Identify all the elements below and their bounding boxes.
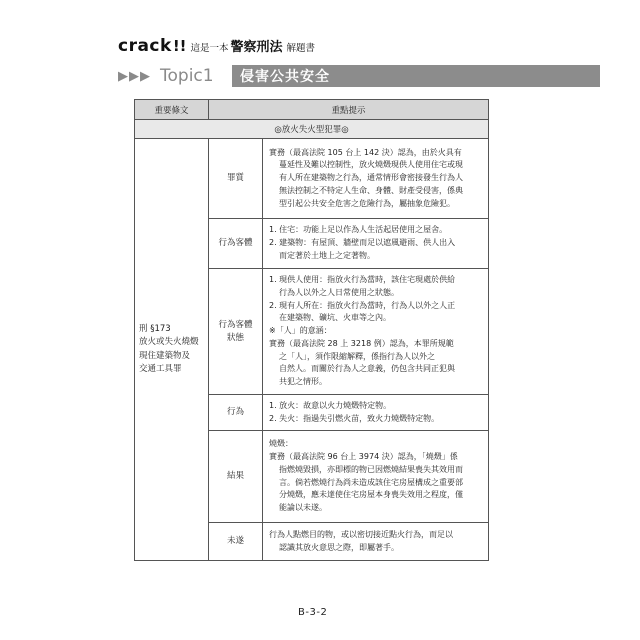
row-label — [209, 431, 263, 523]
row-content — [263, 269, 489, 395]
content-line: 2. 現有人所在：指放火行為當時，行為人以外之人正 — [269, 300, 456, 310]
row-label-line: 結果 — [226, 471, 244, 481]
table-header-row — [135, 100, 489, 120]
row-label-line: 行為客體 — [218, 238, 253, 248]
row-label-line: 行為 — [226, 407, 244, 417]
content-line: 2. 建築物：有屋頂、牆壁而足以遮風避雨、供人出入 — [269, 238, 456, 248]
row-content — [263, 219, 489, 269]
row-label-line: 罪質 — [226, 173, 244, 183]
article-line: 放火或失火燒燬 — [139, 337, 199, 347]
column-header-article: 重要條文 — [135, 100, 209, 120]
content-line: 實務（最高法院 96 台上 3974 決）認為，「燒燬」係 — [269, 452, 458, 462]
topic-banner — [118, 65, 330, 87]
table-row — [135, 139, 489, 219]
book-title: 警察刑法 — [230, 40, 283, 55]
content-line: 共犯之情形。 — [279, 376, 327, 386]
row-content — [263, 523, 489, 561]
row-label — [209, 395, 263, 431]
content-line: 實務（最高法院 105 台上 142 決）認為，由於火具有 — [269, 147, 462, 157]
content-line: 燒燬： — [269, 439, 293, 449]
content-line: ※「人」的意涵： — [269, 326, 332, 336]
topic-title: 侵害公共安全 — [240, 69, 330, 85]
row-label — [209, 269, 263, 395]
topic-label: Topic1 — [160, 66, 214, 86]
content-line: 能論以未遂。 — [279, 502, 327, 512]
content-line: 型引起公共安全危害之危險行為，屬抽象危險犯。 — [279, 198, 455, 208]
row-label-line: 行為客體 — [218, 319, 253, 330]
content-line: 實務（最高法院 28 上 3218 例）認為，本罪所規範 — [269, 338, 454, 348]
content-line: 之「人」，須作限縮解釋，係指行為人以外之 — [279, 351, 435, 361]
content-line: 言。倘若燃燒行為尚未造成該住宅房屋構成之重要部 — [279, 477, 463, 487]
content-line: 自然人。而關於行為人之意義，仍包含共同正犯與 — [279, 364, 455, 374]
law-summary-table — [134, 99, 489, 561]
content-line: 行為人點燃目的物，或以密切接近點火行為，而足以 — [269, 529, 453, 539]
content-line: 無法控制之不特定人生命、身體、財產受侵害，係典 — [279, 185, 463, 195]
content-line: 認識其放火意思之際，即屬著手。 — [279, 542, 399, 552]
article-line: 現住建築物及 — [139, 350, 191, 361]
content-line: 2. 失火：指過失引燃火苗，致火力燒燬特定物。 — [269, 413, 440, 423]
row-label-line: 狀態 — [226, 332, 244, 343]
content-line: 1. 放火：故意以火力燒燬特定物。 — [269, 400, 392, 410]
row-label — [209, 139, 263, 219]
content-line: 而定著於土地上之定著物。 — [279, 250, 375, 260]
content-line: 在建築物、礦坑、火車等之內。 — [279, 313, 391, 323]
topic-title-bar — [232, 65, 600, 87]
row-content — [263, 139, 489, 219]
content-line: 分燒燬，應未達使住宅房屋本身喪失效用之程度，僅 — [279, 490, 463, 500]
brand-logo-text: crack — [118, 36, 172, 56]
section-title: ◎放火失火型犯罪◎ — [135, 120, 489, 139]
article-cell — [135, 139, 209, 561]
book-tagline: 這是一本 — [190, 43, 229, 54]
article-line: 刑 §173 — [139, 323, 171, 334]
row-content — [263, 431, 489, 523]
triple-arrow-icon: ▶▶▶ — [118, 68, 151, 84]
page-number: B-3-2 — [298, 607, 328, 618]
content-line: 行為人以外之人日常使用之狀態。 — [279, 288, 399, 298]
section-row — [135, 120, 489, 139]
article-line: 交通工具罪 — [139, 364, 182, 374]
column-header-key-points: 重點提示 — [209, 100, 489, 120]
row-label-line: 未遂 — [226, 536, 244, 546]
brand-exclamation-mark: !! — [172, 37, 187, 55]
content-line: 1. 住宅：功能上足以作為人生活起居使用之屋舍。 — [269, 225, 448, 235]
row-label — [209, 523, 263, 561]
content-line: 有人所在建築物之行為，通常情形會密接發生行為人 — [279, 173, 463, 183]
row-label — [209, 219, 263, 269]
content-line: 指燃燒毀損，亦即標的物已因燃燒結果喪失其效用而 — [279, 464, 463, 474]
content-line: 1. 現供人使用：指放火行為當時，該住宅現處於供給 — [269, 275, 456, 285]
book-suffix: 解題書 — [286, 43, 316, 54]
row-content — [263, 395, 489, 431]
book-header — [118, 36, 315, 56]
content-line: 蔓延性及難以控制性，放火燒燬現供人使用住宅或現 — [279, 160, 463, 170]
